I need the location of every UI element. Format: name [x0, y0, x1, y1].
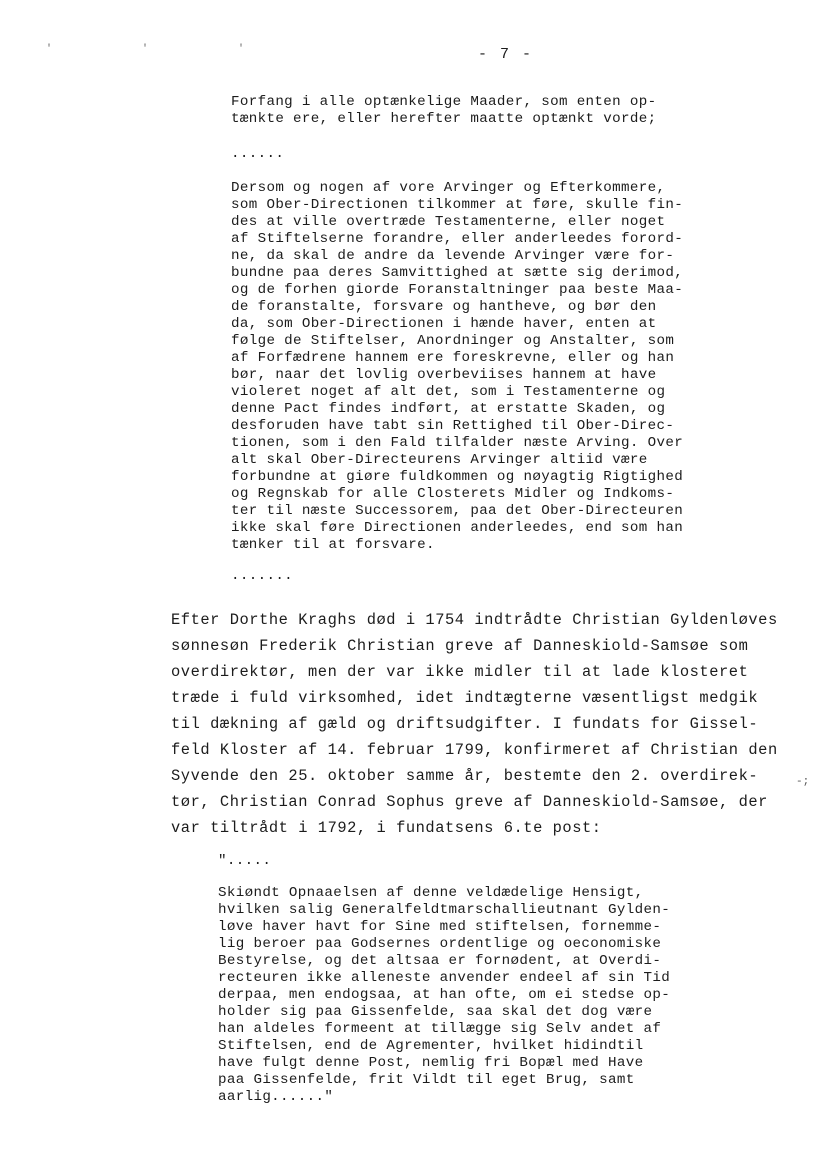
scan-specks: ' ' ' [46, 44, 287, 55]
body-line: sønnesøn Frederik Christian greve af Danneskiold-Samsøe som [171, 637, 749, 655]
quote2-line: aarlig......" [218, 1089, 334, 1105]
quote1-line: des at ville overtræde Testamenterne, eller noget [231, 214, 666, 230]
quote1-line: ...... [231, 146, 285, 162]
quote1-line: ter til næste Successorem, paa det Ober-Directeuren [231, 503, 684, 519]
quote1-line: som Ober-Directionen tilkommer at føre, skulle fin- [231, 197, 684, 213]
quote1-line: følge de Stiftelser, Anordninger og Anstalter, som [231, 333, 675, 349]
quote2-line: Stiftelsen, end de Agrementer, hvilket hidindtil [218, 1038, 644, 1054]
quote1-line: tænkte ere, eller herefter maatte optænkt vorde; [231, 111, 657, 127]
body-line: træde i fuld virksomhed, idet indtægterne væsentligst medgik [171, 689, 759, 707]
body-line: til dækning af gæld og driftsudgifter. I fundats for Gissel- [171, 715, 759, 733]
quote2-line: Bestyrelse, og det altsaa er fornødent, at Overdi- [218, 953, 662, 969]
quote1-line: og Regnskab for alle Closterets Midler og Indkoms- [231, 486, 675, 502]
body-line: overdirektør, men der var ikke midler til at lade klosteret [171, 663, 749, 681]
quote2-line: paa Gissenfelde, frit Vildt til eget Brug, samt [218, 1072, 635, 1088]
quote1-line: da, som Ober-Directionen i hænde haver, enten at [231, 316, 657, 332]
quote1-line: og de forhen giorde Foranstaltninger paa beste Maa- [231, 282, 684, 298]
quote1-line: tionen, som i den Fald tilfalder næste Arving. Over [231, 435, 684, 451]
body-line: feld Kloster af 14. februar 1799, konfirmeret af Christian den [171, 741, 778, 759]
quote2-line: derpaa, men endogsaa, at han ofte, om ei stedse op- [218, 987, 671, 1003]
quote1-line: de foranstalte, forsvare og hantheve, og bør den [231, 299, 657, 315]
quote1-line: denne Pact findes indført, at erstatte Skaden, og [231, 401, 666, 417]
quote1-line: ....... [231, 568, 294, 584]
quote1-line: alt skal Ober-Directeurens Arvinger altiid være [231, 452, 648, 468]
quote1-line: Dersom og nogen af vore Arvinger og Efterkommere, [231, 180, 666, 196]
body-line: Syvende den 25. oktober samme år, bestemte den 2. overdirek- [171, 767, 759, 785]
quote1-line: Forfang i alle optænkelige Maader, som enten op- [231, 94, 657, 110]
quote2-line: han aldeles formeent at tillægge sig Selv andet af [218, 1021, 662, 1037]
quote2-line: løve haver havt for Sine med stiftelsen, fornemme- [218, 919, 662, 935]
quote1-line: desforuden have tabt sin Rettighed til Ober-Direc- [231, 418, 675, 434]
body-line: var tiltrådt i 1792, i fundatsens 6.te post: [171, 819, 602, 837]
quote2-line: holder sig paa Gissenfelde, saa skal det dog være [218, 1004, 653, 1020]
quote1-line: af Forfædrene hannem ere foreskrevne, eller og han [231, 350, 675, 366]
quote1-line: ne, da skal de andre da levende Arvinger være for- [231, 248, 675, 264]
quote2-line: "..... [218, 853, 272, 869]
quote2-line: have fulgt denne Post, nemlig fri Bopæl med Have [218, 1055, 644, 1071]
page-number: - 7 - [478, 46, 534, 63]
quote2-line: hvilken salig Generalfeldtmarschallieutnant Gylden- [218, 902, 671, 918]
quote2-line: Skiøndt Opnaaelsen af denne veldædelige Hensigt, [218, 885, 644, 901]
body-line: tør, Christian Conrad Sophus greve af Danneskiold-Samsøe, der [171, 793, 768, 811]
quote1-line: bør, naar det lovlig overbeviises hannem at have [231, 367, 657, 383]
quote1-line: forbundne at giøre fuldkommen og nøyagtig Rigtighed [231, 469, 684, 485]
quote1-line: violeret noget af alt det, som i Testamenterne og [231, 384, 666, 400]
quote1-line: bundne paa deres Samvittighed at sætte sig derimod, [231, 265, 684, 281]
margin-mark: -; [796, 776, 810, 788]
quote1-line: tænker til at forsvare. [231, 537, 435, 553]
quote2-line: lig beroer paa Godsernes ordentlige og oeconomiske [218, 936, 662, 952]
quote1-line: af Stiftelserne forandre, eller anderleedes forord- [231, 231, 684, 247]
quote1-line: ikke skal føre Directionen anderleedes, end som han [231, 520, 684, 536]
quote2-line: recteuren ikke alleneste anvender endeel af sin Tid [218, 970, 671, 986]
body-line: Efter Dorthe Kraghs død i 1754 indtrådte Christian Gyldenløves [171, 611, 778, 629]
